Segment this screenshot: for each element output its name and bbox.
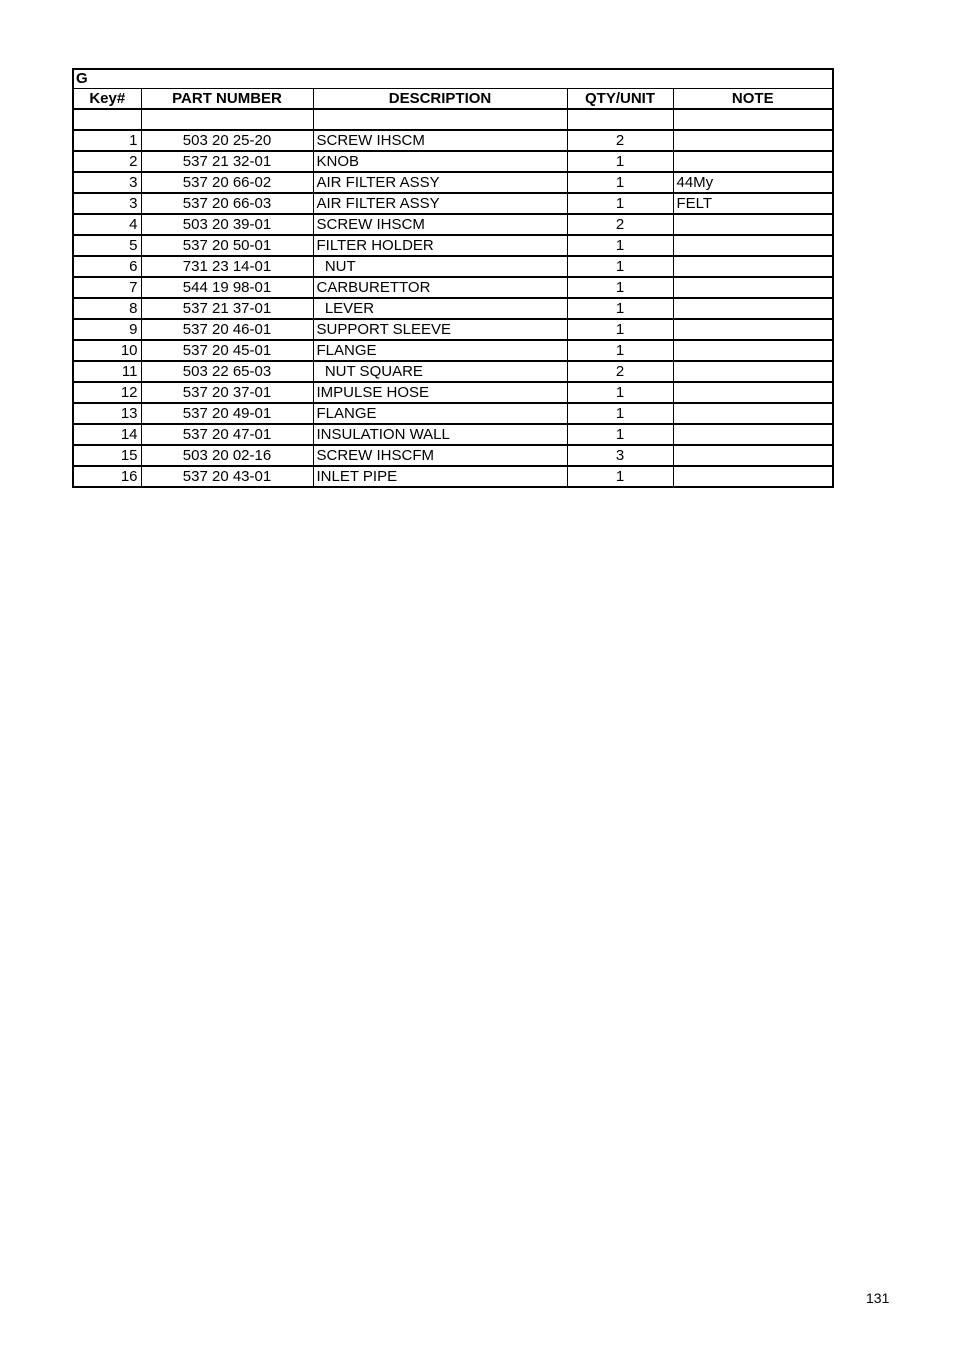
cell-note [673,424,833,445]
cell-description: AIR FILTER ASSY [313,193,567,214]
cell-qty-unit: 1 [567,193,673,214]
cell-key: 13 [73,403,141,424]
cell-description: FILTER HOLDER [313,235,567,256]
table-row [73,151,833,172]
cell-part-number: 503 20 25-20 [141,130,313,151]
cell-part-number: 537 20 49-01 [141,403,313,424]
cell-key: 12 [73,382,141,403]
cell-key: 8 [73,298,141,319]
cell-qty-unit: 1 [567,235,673,256]
cell-qty-unit: 1 [567,172,673,193]
cell-qty-unit: 1 [567,256,673,277]
cell-part-number: 537 20 66-02 [141,172,313,193]
cell-key: 15 [73,445,141,466]
cell-part-number: 537 21 32-01 [141,151,313,172]
cell-qty-unit: 1 [567,319,673,340]
cell-note [673,466,833,487]
cell-description: NUT [313,256,567,277]
cell-description: FLANGE [313,340,567,361]
cell-key: 1 [73,130,141,151]
blank-cell [73,109,141,130]
cell-part-number: 731 23 14-01 [141,256,313,277]
table-row [73,214,833,235]
cell-note: 44My [673,172,833,193]
header-note: NOTE [673,89,833,110]
cell-description: SCREW IHSCM [313,214,567,235]
cell-part-number: 537 20 45-01 [141,340,313,361]
header-part-number: PART NUMBER [141,89,313,110]
parts-table [72,68,834,488]
cell-part-number: 537 20 37-01 [141,382,313,403]
cell-note [673,214,833,235]
table-row [73,466,833,487]
table-row [73,424,833,445]
cell-note [673,151,833,172]
cell-note [673,445,833,466]
page-number: 131 [866,1290,890,1306]
table-row [73,193,833,214]
cell-key: 5 [73,235,141,256]
cell-key: 6 [73,256,141,277]
cell-note [673,235,833,256]
header-description: DESCRIPTION [313,89,567,110]
cell-description: INLET PIPE [313,466,567,487]
cell-part-number: 537 20 46-01 [141,319,313,340]
section-row [73,69,833,89]
cell-qty-unit: 1 [567,340,673,361]
cell-qty-unit: 1 [567,151,673,172]
table-row [73,256,833,277]
cell-part-number: 537 20 66-03 [141,193,313,214]
table-row [73,361,833,382]
header-qty-unit: QTY/UNIT [567,89,673,110]
cell-note [673,403,833,424]
table-row [73,172,833,193]
header-row [73,89,833,110]
cell-note [673,256,833,277]
cell-description: LEVER [313,298,567,319]
header-key: Key# [73,89,141,110]
cell-note: FELT [673,193,833,214]
cell-part-number: 537 21 37-01 [141,298,313,319]
cell-part-number: 544 19 98-01 [141,277,313,298]
cell-key: 16 [73,466,141,487]
blank-row [73,109,833,130]
cell-key: 14 [73,424,141,445]
cell-description: INSULATION WALL [313,424,567,445]
cell-qty-unit: 3 [567,445,673,466]
cell-key: 3 [73,193,141,214]
blank-cell [141,109,313,130]
cell-part-number: 537 20 50-01 [141,235,313,256]
table-row [73,403,833,424]
cell-qty-unit: 1 [567,403,673,424]
table-row [73,319,833,340]
table-row [73,445,833,466]
cell-key: 9 [73,319,141,340]
cell-key: 11 [73,361,141,382]
blank-cell [313,109,567,130]
cell-part-number: 503 22 65-03 [141,361,313,382]
cell-note [673,382,833,403]
cell-part-number: 537 20 43-01 [141,466,313,487]
cell-key: 10 [73,340,141,361]
cell-qty-unit: 1 [567,298,673,319]
cell-qty-unit: 1 [567,424,673,445]
section-label: G [73,69,833,89]
parts-table-body [73,69,833,487]
cell-part-number: 503 20 02-16 [141,445,313,466]
cell-qty-unit: 1 [567,466,673,487]
table-row [73,298,833,319]
table-row [73,340,833,361]
cell-note [673,361,833,382]
cell-note [673,340,833,361]
cell-description: FLANGE [313,403,567,424]
cell-note [673,298,833,319]
cell-description: NUT SQUARE [313,361,567,382]
cell-description: CARBURETTOR [313,277,567,298]
cell-qty-unit: 2 [567,130,673,151]
cell-note [673,130,833,151]
cell-key: 3 [73,172,141,193]
table-row [73,277,833,298]
cell-part-number: 503 20 39-01 [141,214,313,235]
cell-qty-unit: 2 [567,361,673,382]
cell-description: SCREW IHSCFM [313,445,567,466]
table-row [73,382,833,403]
table-row [73,235,833,256]
cell-qty-unit: 2 [567,214,673,235]
cell-part-number: 537 20 47-01 [141,424,313,445]
cell-qty-unit: 1 [567,382,673,403]
cell-note [673,277,833,298]
blank-cell [673,109,833,130]
cell-qty-unit: 1 [567,277,673,298]
cell-key: 7 [73,277,141,298]
cell-description: AIR FILTER ASSY [313,172,567,193]
blank-cell [567,109,673,130]
cell-key: 2 [73,151,141,172]
cell-key: 4 [73,214,141,235]
table-row [73,130,833,151]
cell-description: IMPULSE HOSE [313,382,567,403]
cell-description: SUPPORT SLEEVE [313,319,567,340]
cell-description: SCREW IHSCM [313,130,567,151]
cell-description: KNOB [313,151,567,172]
cell-note [673,319,833,340]
